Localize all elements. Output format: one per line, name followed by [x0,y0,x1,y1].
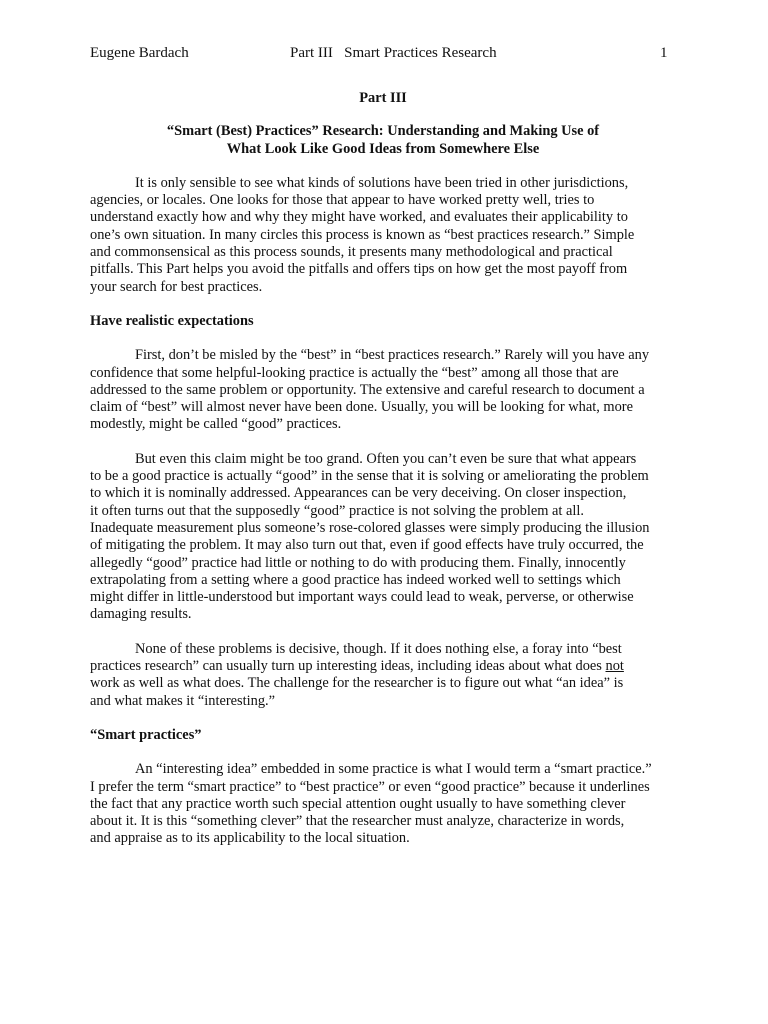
part-label: Part III [359,90,407,106]
paragraph-line: None of these problems is decisive, though. If it does nothing else, a foray into “best [135,640,622,657]
paragraph-line: An “interesting idea” embedded in some practice is what I would term a “smart practice.” [135,761,652,778]
paragraph-line: allegedly “good” practice had little or nothing to do with producing them. Finally, innocently [90,554,626,571]
paragraph-line: claim of “best” will almost never have been done. Usually, you will be looking for what, more [90,399,633,416]
paragraph-line: the fact that any practice worth such special attention ought usually to have something clever [90,795,626,812]
paragraph-line: it often turns out that the supposedly “good” practice is not solving the problem at all. [90,502,584,519]
paragraph-line: It is only sensible to see what kinds of solutions have been tried in other jurisdictions, [135,174,629,191]
paragraph-line [90,658,676,675]
line-text: practices research” can usually turn up interesting ideas, including ideas about what does [90,658,606,675]
title-line-2: What Look Like Good Ideas from Somewhere Else [226,140,540,157]
paragraph-interesting-idea [90,761,676,847]
paragraph-line: modestly, might be called “good” practices. [90,416,342,433]
header-page-number: 1 [660,45,668,61]
paragraph-line: about it. It is this “something clever” that the researcher must analyze, characterize in words, [90,813,625,830]
paragraph-line: agencies, or locales. One looks for those that appear to have worked pretty well, tries to [90,192,595,209]
paragraph-line: understand exactly how and why they might have worked, and evaluates their applicability to [90,209,628,226]
paragraph-line: of mitigating the problem. It may also turn out that, even if good effects have truly occurred, the [90,537,644,554]
paragraph-line: confidence that some helpful-looking practice is actually the “best” among all those that are [90,364,619,381]
paragraph-too-grand [90,451,676,624]
paragraph-line: Inadequate measurement plus someone’s rose-colored glasses were simply producing the illusion [90,519,650,536]
paragraph-line: extrapolating from a setting where a good practice has indeed worked well to settings which [90,571,621,588]
paragraph-line: First, don’t be misled by the “best” in “best practices research.” Rarely will you have any [135,347,650,364]
paragraph-line: and what makes it “interesting.” [90,692,276,709]
paragraph-line: and commonsensical as this process sounds, it presents many methodological and practical [90,244,613,261]
paragraph-line: addressed to the same problem or opportunity. The extensive and careful research to document a [90,381,645,398]
paragraph-best-misled [90,347,676,433]
header-section-title: Part III Smart Practices Research [290,45,497,61]
paragraph-line: one’s own situation. In many circles this process is known as “best practices research.” Simple [90,226,635,243]
paragraph-line: I prefer the term “smart practice” to “best practice” or even “good practice” because it underlines [90,778,650,795]
section-heading-smart-practices: “Smart practices” [90,726,202,743]
document-title [90,123,676,158]
paragraph-not-decisive [90,641,676,710]
intro-paragraph [90,175,676,296]
underlined-word: not [605,658,624,675]
paragraph-line: But even this claim might be too grand. Often you can’t even be sure that what appears [135,450,637,467]
paragraph-line: damaging results. [90,606,192,623]
paragraph-line: pitfalls. This Part helps you avoid the pitfalls and offers tips on how get the most payoff from [90,261,628,278]
paragraph-line: work as well as what does. The challenge for the researcher is to figure out what “an idea” is [90,675,624,692]
header-author: Eugene Bardach [90,45,189,61]
paragraph-line: your search for best practices. [90,278,263,295]
title-line-1: “Smart (Best) Practices” Research: Understanding and Making Use of [166,123,600,140]
document-body [90,90,676,865]
paragraph-line: and appraise as to its applicability to the local situation. [90,830,410,847]
paragraph-line: might differ in little-understood but important ways could lead to weak, perverse, or otherwise [90,589,634,606]
paragraph-line: to be a good practice is actually “good” in the sense that it is solving or ameliorating the problem [90,468,649,485]
paragraph-line: to which it is nominally addressed. Appearances can be very deceiving. On closer inspection, [90,485,627,502]
section-heading-realistic-expectations: Have realistic expectations [90,312,254,329]
